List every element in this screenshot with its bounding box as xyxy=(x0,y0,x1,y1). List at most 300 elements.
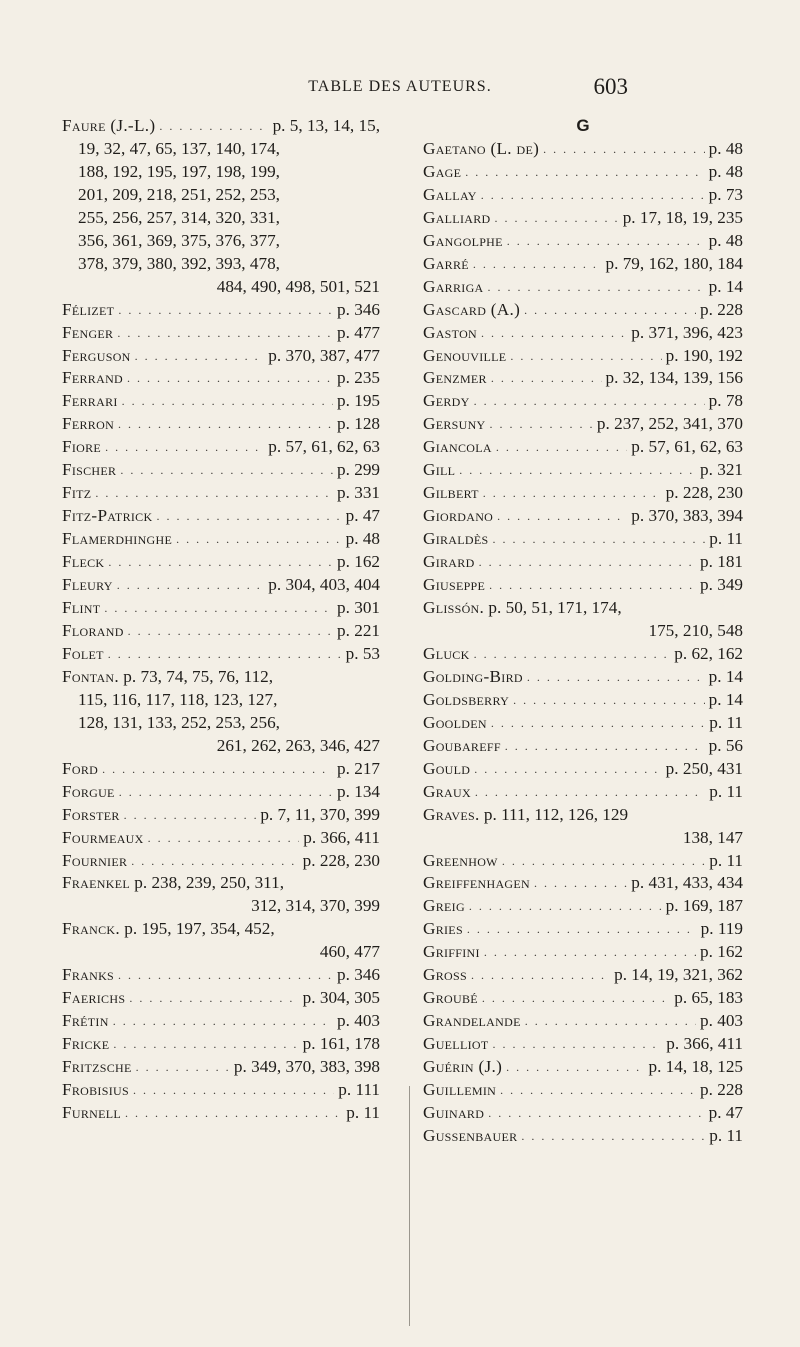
right-index-column xyxy=(423,115,743,1148)
page-references-continued: 312, 314, 370, 399 xyxy=(251,896,380,916)
page-references: p. 73 xyxy=(708,184,743,204)
leader-dots xyxy=(474,643,671,666)
index-entry xyxy=(423,367,743,390)
page-references: p. 53 xyxy=(345,643,380,663)
author-name: Guérin (J.) xyxy=(423,1057,503,1077)
section-letter-g: G xyxy=(576,116,590,135)
author-name: Fitz xyxy=(62,483,92,503)
leader-dots xyxy=(491,367,602,390)
author-name: Fournier xyxy=(62,850,128,870)
index-entry xyxy=(62,918,380,964)
author-name: Gluck xyxy=(423,643,470,663)
author-name: Furnell xyxy=(62,1102,121,1122)
author-name: Goubareff xyxy=(423,735,501,755)
author-name: Girard xyxy=(423,552,475,572)
index-entry xyxy=(62,390,380,413)
author-name: Guillemin xyxy=(423,1080,497,1100)
leader-dots xyxy=(135,345,265,368)
leader-dots xyxy=(543,138,705,161)
author-name: Giordano xyxy=(423,506,494,526)
page-references: p. 304, 403, 404 xyxy=(268,575,380,595)
index-entry xyxy=(423,207,743,230)
page-references: p. 47 xyxy=(708,1102,743,1122)
page-references: p. 370, 383, 394 xyxy=(631,506,743,526)
page-references: p. 235 xyxy=(337,368,380,388)
page-references: p. 237, 252, 341, 370 xyxy=(596,414,743,434)
page-references-continued: 115, 116, 117, 118, 123, 127, xyxy=(78,689,278,709)
leader-dots xyxy=(176,528,342,551)
index-entry xyxy=(423,436,743,459)
leader-dots xyxy=(465,161,704,184)
leader-dots xyxy=(148,827,300,850)
index-entry xyxy=(423,1079,743,1102)
leader-dots xyxy=(156,505,341,528)
leader-dots xyxy=(479,551,696,574)
page-references: p. 5, 13, 14, 15, xyxy=(272,116,380,135)
page-references: p. 128 xyxy=(337,414,380,434)
author-name: Fischer xyxy=(62,460,117,480)
index-entry xyxy=(62,459,380,482)
page-references: p. 349 xyxy=(700,575,743,595)
page-references: p. 48 xyxy=(708,161,743,181)
leader-dots xyxy=(492,1033,662,1056)
leader-dots xyxy=(124,804,257,827)
page-references: p. 250, 431 xyxy=(665,758,743,778)
index-entry xyxy=(423,1010,743,1033)
index-entry xyxy=(423,322,743,345)
page-number: 603 xyxy=(593,74,628,99)
index-entry xyxy=(423,138,743,161)
page-references: p. 14, 18, 125 xyxy=(648,1057,743,1077)
index-entry xyxy=(423,964,743,987)
index-entry xyxy=(423,482,743,505)
page-references: p. 73, 74, 75, 76, 112, xyxy=(123,666,274,686)
leader-dots xyxy=(507,230,705,253)
page-references: p. 228 xyxy=(700,299,743,319)
page-references: p. 299 xyxy=(337,460,380,480)
leader-dots xyxy=(133,1079,334,1102)
author-name: Gussenbauer xyxy=(423,1125,518,1145)
index-entry xyxy=(62,987,380,1010)
author-name: Flint xyxy=(62,598,101,618)
index-entry xyxy=(62,413,380,436)
index-entry xyxy=(62,322,380,345)
page-references: p. 11 xyxy=(709,850,743,870)
index-entry xyxy=(423,941,743,964)
author-name: Gould xyxy=(423,758,471,778)
page-references: p. 14 xyxy=(708,276,743,296)
page-references: p. 48 xyxy=(708,230,743,250)
leader-dots xyxy=(102,758,333,781)
page-references: p. 431, 433, 434 xyxy=(631,873,743,893)
index-entry xyxy=(423,574,743,597)
author-name: Gross xyxy=(423,965,467,985)
author-name: Gangolphe xyxy=(423,230,503,250)
author-name: Forster xyxy=(62,804,120,824)
page-references: p. 228, 230 xyxy=(665,483,743,503)
leader-dots xyxy=(113,1033,298,1056)
page-references: p. 331 xyxy=(337,483,380,503)
page-references-continued: 201, 209, 218, 251, 252, 253, xyxy=(78,184,280,204)
index-entry xyxy=(423,1125,743,1148)
author-name: Ferrand xyxy=(62,368,123,388)
author-name: Gaetano (L. de) xyxy=(423,138,540,158)
index-entry xyxy=(423,299,743,322)
index-entry xyxy=(62,643,380,666)
author-name: Franks xyxy=(62,965,115,985)
leader-dots xyxy=(502,850,705,873)
leader-dots xyxy=(521,1125,705,1148)
page-references: p. 111, 112, 126, 129 xyxy=(483,804,629,824)
page-references: p. 11 xyxy=(709,712,743,732)
index-entry xyxy=(62,1056,380,1079)
leader-dots xyxy=(119,781,333,804)
index-entry xyxy=(62,1010,380,1033)
leader-dots xyxy=(489,574,696,597)
author-name: Félizet xyxy=(62,299,115,319)
page-references: p. 228 xyxy=(700,1080,743,1100)
page-references: p. 366, 411 xyxy=(666,1034,743,1054)
leader-dots xyxy=(122,390,333,413)
index-entry xyxy=(423,781,743,804)
leader-dots xyxy=(524,299,696,322)
index-entry xyxy=(62,299,380,322)
leader-dots xyxy=(136,1056,230,1079)
author-name: Fourmeaux xyxy=(62,827,144,847)
author-name: Greiffenhagen xyxy=(423,873,530,893)
leader-dots xyxy=(113,1010,333,1033)
author-name: Goolden xyxy=(423,712,487,732)
leader-dots xyxy=(118,299,333,322)
author-name: Frobisius xyxy=(62,1080,129,1100)
index-entry xyxy=(423,872,743,895)
page-references: p. 65, 183 xyxy=(674,988,743,1008)
author-name: Fraenkel xyxy=(62,873,130,893)
page-references: p. 169, 187 xyxy=(665,896,743,916)
column-divider xyxy=(409,1086,410,1326)
author-name: Genouville xyxy=(423,345,507,365)
author-name: Giuseppe xyxy=(423,575,486,595)
page-references: p. 403 xyxy=(337,1011,380,1031)
leader-dots xyxy=(525,1010,696,1033)
page-references: p. 50, 51, 171, 174, xyxy=(488,598,622,618)
leader-dots xyxy=(467,918,697,941)
index-entry xyxy=(423,1102,743,1125)
leader-dots xyxy=(120,459,333,482)
author-name: Griffini xyxy=(423,942,480,962)
page-references: p. 11 xyxy=(346,1102,380,1122)
page-references: p. 11 xyxy=(709,781,743,801)
leader-dots xyxy=(492,528,705,551)
author-name: Gaston xyxy=(423,322,477,342)
page-references: p. 56 xyxy=(708,735,743,755)
page-references: p. 221 xyxy=(337,620,380,640)
index-entry xyxy=(62,964,380,987)
index-entry xyxy=(423,345,743,368)
index-entry xyxy=(62,574,380,597)
index-entry xyxy=(423,666,743,689)
author-name: Graux xyxy=(423,781,471,801)
leader-dots xyxy=(131,850,298,873)
index-entry xyxy=(423,1033,743,1056)
page-references: p. 217 xyxy=(337,758,380,778)
author-name: Ford xyxy=(62,758,99,778)
leader-dots xyxy=(129,987,298,1010)
index-entry xyxy=(62,367,380,390)
leader-dots xyxy=(481,322,627,345)
index-entry xyxy=(423,712,743,735)
author-name: Fricke xyxy=(62,1034,110,1054)
author-name: Galliard xyxy=(423,207,491,227)
page-references: p. 14 xyxy=(708,666,743,686)
page-references-continued: 484, 490, 498, 501, 521 xyxy=(216,276,380,296)
author-name: Garré xyxy=(423,253,469,273)
leader-dots xyxy=(474,758,661,781)
author-name: Fleury xyxy=(62,575,113,595)
leader-dots xyxy=(496,436,627,459)
index-entry xyxy=(423,528,743,551)
author-name: Guelliot xyxy=(423,1034,489,1054)
index-entry xyxy=(62,781,380,804)
leader-dots xyxy=(128,620,333,643)
leader-dots xyxy=(108,551,333,574)
index-entry xyxy=(423,1056,743,1079)
page-references-continued: 255, 256, 257, 314, 320, 331, xyxy=(78,207,280,227)
author-name: Ferguson xyxy=(62,345,131,365)
leader-dots xyxy=(475,781,705,804)
index-entry xyxy=(423,895,743,918)
page-references: p. 14, 19, 321, 362 xyxy=(614,965,743,985)
index-entry xyxy=(423,184,743,207)
index-entry xyxy=(62,528,380,551)
index-entry xyxy=(423,276,743,299)
author-name: Faure (J.-L.) xyxy=(62,116,156,135)
author-name: Golding-Bird xyxy=(423,666,523,686)
page-references-continued: 460, 477 xyxy=(319,942,380,962)
page-references-continued: 19, 32, 47, 65, 137, 140, 174, xyxy=(78,138,280,158)
page-references: p. 301 xyxy=(337,598,380,618)
index-entry xyxy=(423,505,743,528)
index-entry xyxy=(62,1033,380,1056)
leader-dots xyxy=(488,276,705,299)
page-references: p. 11 xyxy=(709,529,743,549)
leader-dots xyxy=(510,345,661,368)
page-references: p. 57, 61, 62, 63 xyxy=(631,437,743,457)
author-name: Flamerdhinghe xyxy=(62,529,173,549)
index-entry xyxy=(423,804,743,850)
leader-dots xyxy=(159,115,268,138)
page-references-continued: 188, 192, 195, 197, 198, 199, xyxy=(78,161,280,181)
page-references: p. 111 xyxy=(338,1080,380,1100)
author-name: Genzmer xyxy=(423,368,487,388)
author-name: Ferrari xyxy=(62,391,118,411)
author-name: Fenger xyxy=(62,322,114,342)
index-entry xyxy=(62,345,380,368)
index-entry xyxy=(62,1079,380,1102)
leader-dots xyxy=(482,987,670,1010)
author-name: Gilbert xyxy=(423,483,479,503)
page-references: p. 346 xyxy=(337,965,380,985)
index-entry xyxy=(423,459,743,482)
page-header xyxy=(0,74,800,104)
page-references-continued: 356, 361, 369, 375, 376, 377, xyxy=(78,230,280,250)
author-name: Goldsberry xyxy=(423,689,510,709)
index-entry xyxy=(62,505,380,528)
leader-dots xyxy=(505,735,705,758)
author-name: Fiore xyxy=(62,437,102,457)
author-name: Gallay xyxy=(423,184,477,204)
leader-dots xyxy=(527,666,705,689)
page-references: p. 190, 192 xyxy=(665,345,743,365)
leader-dots xyxy=(474,390,705,413)
author-name: Greenhow xyxy=(423,850,498,870)
page-references: p. 238, 239, 250, 311, xyxy=(134,873,285,893)
index-entry xyxy=(423,689,743,712)
leader-dots xyxy=(105,436,264,459)
leader-dots xyxy=(459,459,696,482)
index-entry xyxy=(62,666,380,758)
page-references: p. 161, 178 xyxy=(302,1034,380,1054)
page-references: p. 195 xyxy=(337,391,380,411)
index-entry xyxy=(423,850,743,873)
page-references: p. 403 xyxy=(700,1011,743,1031)
author-name: Guinard xyxy=(423,1102,485,1122)
page-references-continued: 261, 262, 263, 346, 427 xyxy=(216,735,380,755)
index-entry xyxy=(62,827,380,850)
index-entry xyxy=(62,850,380,873)
page-references: p. 17, 18, 19, 235 xyxy=(622,207,743,227)
author-name: Groubé xyxy=(423,988,478,1008)
leader-dots xyxy=(506,1056,644,1079)
page-references: p. 47 xyxy=(345,506,380,526)
page-references: p. 48 xyxy=(708,138,743,158)
leader-dots xyxy=(481,184,705,207)
page-references-continued: 138, 147 xyxy=(682,827,743,847)
page-references: p. 11 xyxy=(709,1125,743,1145)
page-references: p. 162 xyxy=(700,942,743,962)
page-references: p. 48 xyxy=(345,529,380,549)
index-entry xyxy=(423,161,743,184)
leader-dots xyxy=(497,505,627,528)
author-name: Grandelande xyxy=(423,1011,521,1031)
index-entry xyxy=(62,482,380,505)
page-references: p. 57, 61, 62, 63 xyxy=(268,437,380,457)
page-references: p. 346 xyxy=(337,299,380,319)
index-entry xyxy=(423,987,743,1010)
index-entry xyxy=(423,643,743,666)
page-references: p. 349, 370, 383, 398 xyxy=(233,1057,380,1077)
author-name: Gries xyxy=(423,919,463,939)
index-entry xyxy=(62,115,380,299)
index-entry xyxy=(62,1102,380,1125)
author-name: Greig xyxy=(423,896,465,916)
page-references: p. 78 xyxy=(708,391,743,411)
index-entry xyxy=(423,230,743,253)
author-name: Glissón. xyxy=(423,598,485,618)
leader-dots xyxy=(469,895,662,918)
index-entry xyxy=(423,413,743,436)
index-entry xyxy=(62,597,380,620)
author-name: Folet xyxy=(62,643,104,663)
leader-dots xyxy=(473,253,602,276)
page-references: p. 228, 230 xyxy=(302,850,380,870)
leader-dots xyxy=(118,964,333,987)
leader-dots xyxy=(491,712,705,735)
index-entry xyxy=(62,436,380,459)
author-name: Fritzsche xyxy=(62,1057,132,1077)
page-references: p. 14 xyxy=(708,689,743,709)
index-entry xyxy=(423,253,743,276)
page-references: p. 134 xyxy=(337,781,380,801)
index-entry xyxy=(423,735,743,758)
index-entry xyxy=(423,551,743,574)
leader-dots xyxy=(500,1079,696,1102)
author-name: Fitz-Patrick xyxy=(62,506,153,526)
left-index-column xyxy=(62,115,380,1125)
leader-dots xyxy=(118,413,333,436)
page-references: p. 79, 162, 180, 184 xyxy=(605,253,743,273)
leader-dots xyxy=(95,482,333,505)
leader-dots xyxy=(117,322,333,345)
index-entry xyxy=(423,390,743,413)
leader-dots xyxy=(488,1102,704,1125)
page-references-continued: 175, 210, 548 xyxy=(648,620,743,640)
index-entry xyxy=(62,551,380,574)
author-name: Franck. xyxy=(62,919,120,939)
index-entry xyxy=(62,872,380,918)
author-name: Giraldès xyxy=(423,529,489,549)
index-entry xyxy=(423,758,743,781)
leader-dots xyxy=(494,207,618,230)
index-entry xyxy=(62,620,380,643)
author-name: Giancola xyxy=(423,437,492,457)
author-name: Gascard (A.) xyxy=(423,299,521,319)
page-references: p. 304, 305 xyxy=(302,988,380,1008)
leader-dots xyxy=(534,872,627,895)
running-title: TABLE DES AUTEURS. xyxy=(308,78,492,95)
author-name: Gersuny xyxy=(423,414,486,434)
author-name: Frétin xyxy=(62,1011,109,1031)
author-name: Graves. xyxy=(423,804,480,824)
author-name: Fontan. xyxy=(62,666,119,686)
page-references: p. 32, 134, 139, 156 xyxy=(605,368,743,388)
index-entry xyxy=(62,804,380,827)
leader-dots xyxy=(117,574,265,597)
leader-dots xyxy=(104,597,333,620)
page-references: p. 62, 162 xyxy=(674,643,743,663)
leader-dots xyxy=(483,482,662,505)
page-references: p. 195, 197, 354, 452, xyxy=(124,919,275,939)
page-references: p. 7, 11, 370, 399 xyxy=(260,804,380,824)
author-name: Gill xyxy=(423,460,456,480)
leader-dots xyxy=(513,689,705,712)
leader-dots xyxy=(108,643,342,666)
page-references: p. 366, 411 xyxy=(303,827,380,847)
page-references-continued: 378, 379, 380, 392, 393, 478, xyxy=(78,253,280,273)
page-references: p. 119 xyxy=(700,919,743,939)
author-name: Gerdy xyxy=(423,391,470,411)
page-references: p. 181 xyxy=(700,552,743,572)
author-name: Gage xyxy=(423,161,462,181)
leader-dots xyxy=(471,964,610,987)
index-entry xyxy=(423,597,743,643)
leader-dots xyxy=(125,1102,342,1125)
page-references: p. 477 xyxy=(337,322,380,342)
author-name: Fleck xyxy=(62,552,105,572)
page-references: p. 371, 396, 423 xyxy=(631,322,743,342)
page-references: p. 162 xyxy=(337,552,380,572)
page-references-continued: 128, 131, 133, 252, 253, 256, xyxy=(78,712,280,732)
